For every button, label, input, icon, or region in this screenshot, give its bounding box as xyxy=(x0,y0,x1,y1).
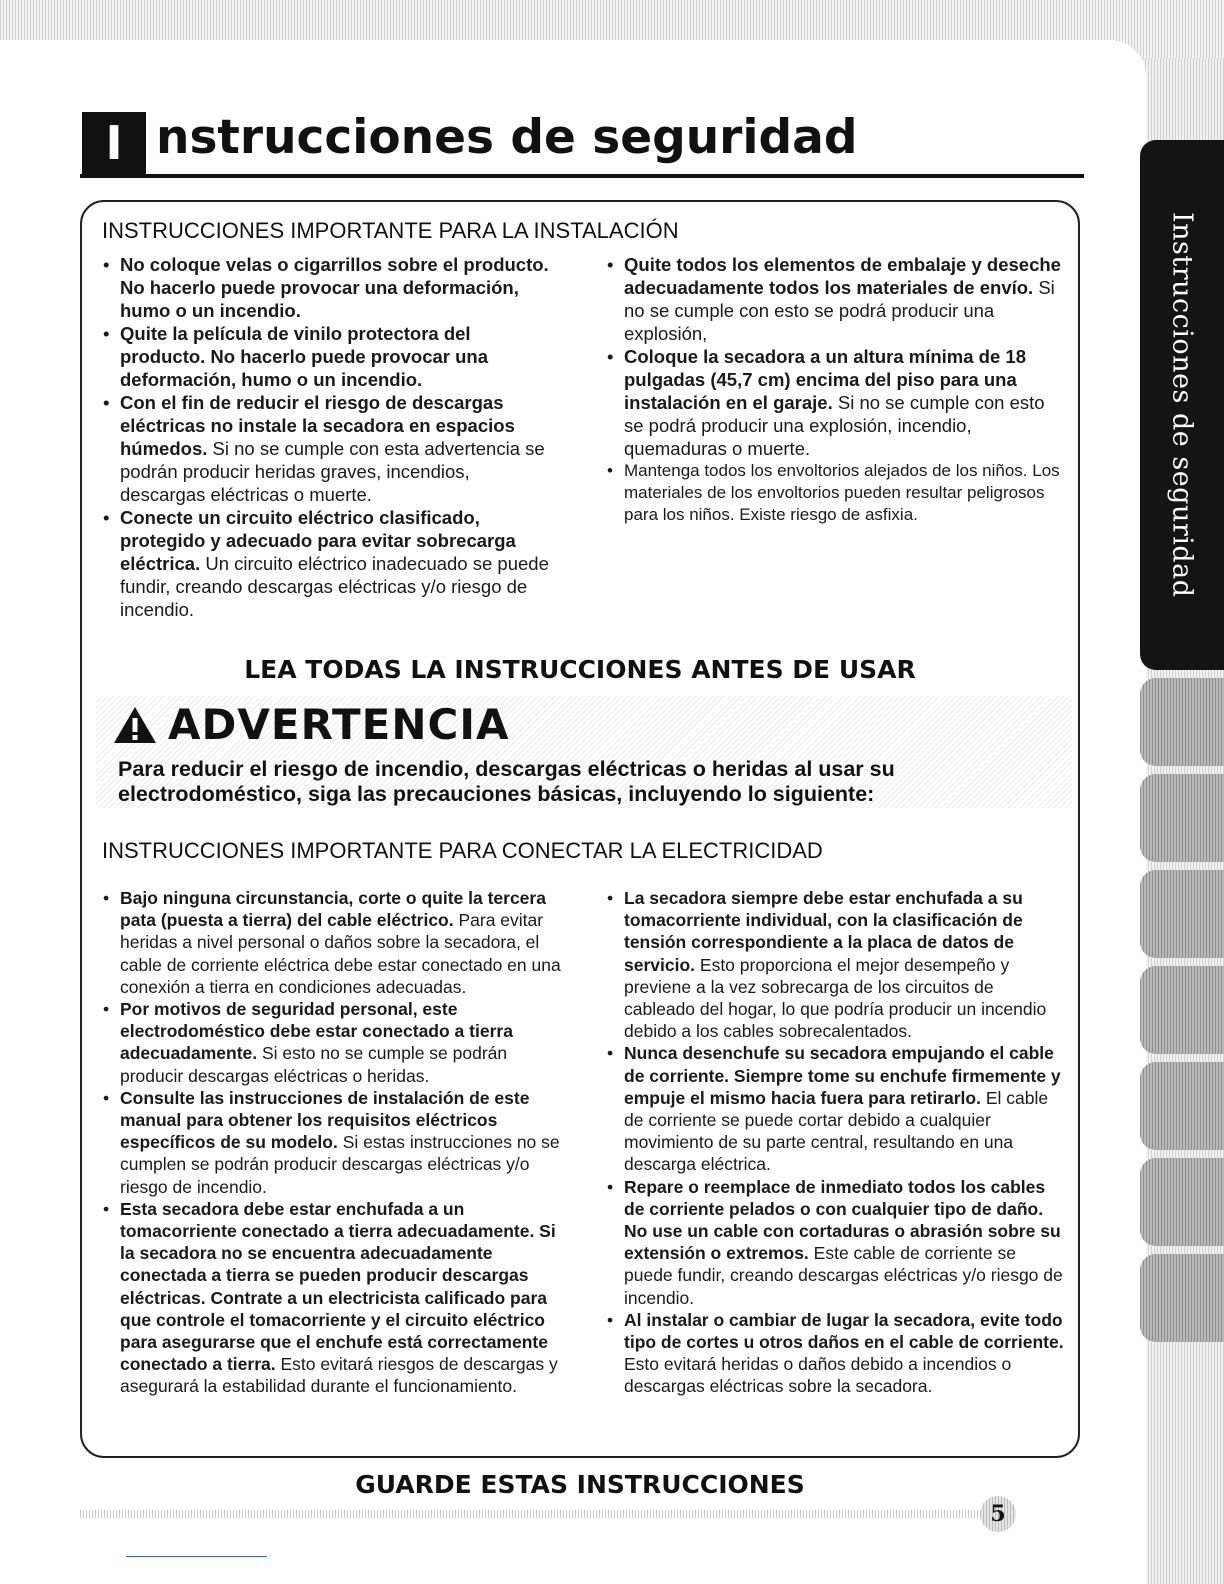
installation-right-list xyxy=(604,253,1064,526)
warning-title xyxy=(112,700,509,749)
electricity-right-list xyxy=(604,887,1068,1398)
list-item: • Quite todos los elementos de embalaje y deseche adecuadamente todos los materiales de envío. Si no se cumple con esto se podrá producir una explosión, xyxy=(604,253,1064,345)
title-rule xyxy=(80,174,1084,178)
side-tab[interactable] xyxy=(1140,1158,1224,1246)
read-instructions-heading: LEA TODAS LA INSTRUCCIONES ANTES DE USAR xyxy=(244,655,916,684)
installation-heading: INSTRUCCIONES IMPORTANTE PARA LA INSTALACIÓN xyxy=(102,218,679,243)
side-tab[interactable] xyxy=(1140,1062,1224,1150)
list-item: • Al instalar o cambiar de lugar la secadora, evite todo tipo de cortes u otros daños en el cable de corriente. Esto evitará heridas o daños debido a incendios o descargas eléctricas sobre la secadora. xyxy=(604,1309,1068,1398)
list-item: • Por motivos de seguridad personal, este electrodoméstico debe estar conectado a tierra adecuadamente. Si esto no se cumple se podrán producir descargas eléctricas o heridas. xyxy=(100,998,565,1087)
save-instructions-heading: GUARDE ESTAS INSTRUCCIONES xyxy=(355,1470,805,1499)
list-item: • Coloque la secadora a un altura mínima de 18 pulgadas (45,7 cm) encima del piso para una instalación en el garaje. Si no se cumple con esto se podrá producir una explosión, incendio, quemaduras o muerte. xyxy=(604,345,1064,460)
side-tab[interactable] xyxy=(1140,966,1224,1054)
side-tab[interactable] xyxy=(1140,870,1224,958)
side-tab[interactable] xyxy=(1140,1254,1224,1342)
list-item: • Conecte un circuito eléctrico clasificado, protegido y adecuado para evitar sobrecarga eléctrica. Un circuito eléctrico inadecuado se puede fundir, creando descargas eléctricas y/o riesgo de incendio. xyxy=(100,506,550,621)
side-tab-label: Instrucciones de seguridad xyxy=(1166,212,1198,598)
list-item: • Nunca desenchufe su secadora empujando el cable de corriente. Siempre tome su enchufe firmemente y empuje el mismo hacia fuera para retirarlo. El cable de corriente se puede cortar debido a cualquier movimiento de su parte central, resultando en una descarga eléctrica. xyxy=(604,1042,1068,1175)
footer-rule xyxy=(80,1510,984,1518)
side-tab[interactable] xyxy=(1140,774,1224,862)
installation-left-list xyxy=(100,253,550,621)
warning-triangle-icon xyxy=(112,705,158,745)
list-item: • Repare o reemplace de inmediato todos los cables de corriente pelados o con cualquier tipo de daño. No use un cable con cortaduras o abrasión sobre su extensión o extremos. Este cable de corriente se puede fundir, creando descargas eléctricas y/o riesgo de incendio. xyxy=(604,1176,1068,1309)
list-item: • Bajo ninguna circunstancia, corte o quite la tercera pata (puesta a tierra) del cable eléctrico. Para evitar heridas a nivel personal o daños sobre la secadora, el cable de corriente eléctrica debe estar conectado en una conexión a tierra en condiciones adecuadas. xyxy=(100,887,565,998)
title-text: nstrucciones de seguridad xyxy=(156,110,858,165)
list-item: • Esta secadora debe estar enchufada a un tomacorriente conectado a tierra adecuadamente. Si la secadora no se encuentra adecuadamente conectada a tierra se pueden producir descargas eléctricas. Contrate a un electricista calificado para que controle el tomacorriente y el circuito eléctrico para asegurarse que el enchufe está correctamente conectado a tierra. Esto evitará riesgos de descargas y asegurará la estabilidad durante el funcionamiento. xyxy=(100,1198,565,1398)
warning-body: Para reducir el riesgo de incendio, descargas eléctricas o heridas al usar su electrodoméstico, siga las precauciones básicas, incluyendo lo siguiente: xyxy=(118,757,895,806)
warning-word: ADVERTENCIA xyxy=(168,700,510,749)
electricity-left-list xyxy=(100,887,565,1398)
electricity-heading: INSTRUCCIONES IMPORTANTE PARA CONECTAR LA ELECTRICIDAD xyxy=(102,838,823,863)
list-item: • Quite la película de vinilo protectora del producto. No hacerlo puede provocar una deformación, humo o un incendio. xyxy=(100,322,550,391)
list-item: • La secadora siempre debe estar enchufada a su tomacorriente individual, con la clasificación de tensión correspondiente a la placa de datos de servicio. Esto proporciona el mejor desempeño y previene a la vez sobrecarga de los circuitos de cableado del hogar, lo que podría producir un incendio debido a los cables sobrecalentados. xyxy=(604,887,1068,1042)
list-item: • Mantenga todos los envoltorios alejados de los niños. Los materiales de los envoltorios pueden resultar peligrosos para los niños. Existe riesgo de asfixia. xyxy=(604,460,1064,526)
title-initial: I xyxy=(105,116,123,170)
list-item: • Con el fin de reducir el riesgo de descargas eléctricas no instale la secadora en espacios húmedos. Si no se cumple con esta advertencia se podrán producir heridas graves, incendios, descargas eléctricas o muerte. xyxy=(100,391,550,506)
footer-line xyxy=(126,1556,267,1557)
list-item: • Consulte las instrucciones de instalación de este manual para obtener los requisitos eléctricos específicos de su modelo. Si estas instrucciones no se cumplen se podrán producir descargas eléctricas y/o riesgo de incendio. xyxy=(100,1087,565,1198)
page-number: 5 xyxy=(980,1496,1016,1532)
title-initial-box xyxy=(82,112,146,174)
list-item: • No coloque velas o cigarrillos sobre el producto. No hacerlo puede provocar una deformación, humo o un incendio. xyxy=(100,253,550,322)
side-tab[interactable] xyxy=(1140,678,1224,766)
